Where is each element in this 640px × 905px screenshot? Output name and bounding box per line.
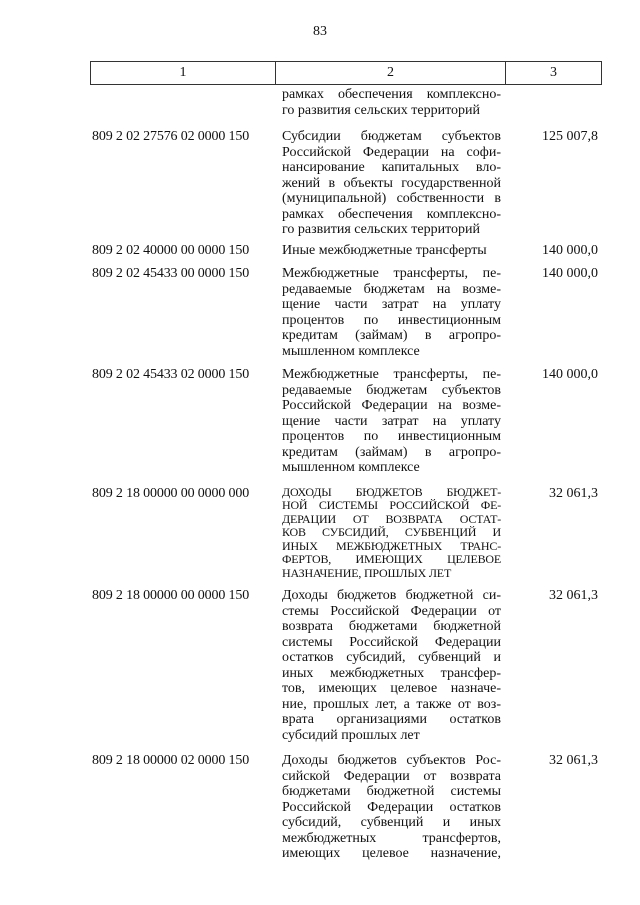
description-line: процентов по инвестиционным [282,312,501,328]
description-line: ДЕРАЦИИ ОТ ВОЗВРАТА ОСТАТ- [282,511,501,526]
description-line: ние, прошлых лет, а также от воз- [282,696,501,712]
description [282,87,501,118]
description-line: редаваемые бюджетам на возме- [282,281,501,297]
description [282,266,501,359]
amount: 32 061,3 [549,588,598,603]
description-line: субсидий прошлых лет [282,727,420,743]
description-line: Межбюджетные трансферты, пе- [282,367,501,382]
table-row [0,87,640,118]
table-row [0,243,640,259]
amount: 140 000,0 [542,367,598,382]
budget-code: 809 2 02 27576 02 0000 150 [92,129,250,144]
header-col-1: 1 [91,62,276,85]
amount: 140 000,0 [542,266,598,281]
description-line: Межбюджетные трансферты, пе- [282,266,501,281]
description-line: НОЙ СИСТЕМЫ РОССИЙСКОЙ ФЕ- [282,498,501,512]
description-line: НАЗНАЧЕНИЕ, ПРОШЛЫХ ЛЕТ [282,565,452,580]
description-line: мышленном комплексе [282,460,420,475]
description-line: щение части затрат на уплату [282,413,501,429]
table-row [0,588,640,743]
description-line: остатков субсидий, субвенций и [282,650,501,665]
description-line: Иные межбюджетные трансферты [282,242,487,258]
table-row [0,486,640,581]
budget-code: 809 2 18 00000 00 0000 150 [92,588,250,603]
header-col-2: 2 [276,62,506,85]
description-line: щение части затрат на уплату [282,297,501,312]
table-row [0,266,640,359]
description-line: системы Российской Федерации [282,634,501,650]
description-line: кредитам (займам) в агропро- [282,444,501,460]
description [282,486,501,581]
description [282,243,501,259]
page-number: 83 [313,24,327,39]
header-col-3: 3 [506,62,602,85]
budget-code: 809 2 18 00000 00 0000 000 [92,485,250,501]
description-line: Доходы бюджетов бюджетной си- [282,588,501,603]
description-line: го развития сельских территорий [282,222,481,237]
description-line: ФЕРТОВ, ИМЕЮЩИХ ЦЕЛЕВОЕ [282,552,501,566]
amount: 32 061,3 [549,753,598,768]
description-line: Российской Федерации на возме- [282,398,501,413]
description-line: субсидий, субвенций и иных [282,815,501,830]
description-line: Доходы бюджетов субъектов Рос- [282,753,501,768]
description-line: имеющих целевое назначение, [282,846,501,861]
description [282,753,501,862]
description-line: процентов по инвестиционным [282,429,501,444]
description-line: жений в объекты государственной [282,175,501,191]
description-line: тов, имеющих целевое назначе- [282,681,501,696]
description-line: Российской Федерации остатков [282,799,501,815]
amount: 125 007,8 [542,129,598,144]
description-line: кредитам (займам) в агропро- [282,328,501,343]
description-line: рамках обеспечения комплексно- [282,206,501,222]
table-row [0,129,640,238]
description-line: бюджетами бюджетной системы [282,784,501,799]
description-line: нансирование капитальных вло- [282,160,501,175]
description-line: ДОХОДЫ БЮДЖЕТОВ БЮДЖЕТ- [282,484,501,499]
table-body [0,87,640,862]
description [282,129,501,238]
description-line: иных межбюджетных трансфер- [282,665,501,681]
table-row [0,753,640,862]
table-header [90,61,602,85]
description-line: (муниципальной) собственности в [282,191,501,206]
table-row [0,367,640,476]
description-line: сийской Федерации от возврата [282,768,501,784]
description-line: го развития сельских территорий [282,102,481,118]
amount: 32 061,3 [549,485,598,501]
budget-code: 809 2 18 00000 02 0000 150 [92,753,250,768]
description [282,367,501,476]
budget-code: 809 2 02 45433 02 0000 150 [92,367,250,382]
description-line: рамках обеспечения комплексно- [282,87,501,102]
budget-code: 809 2 02 40000 00 0000 150 [92,242,250,258]
description-line: межбюджетных трансфертов, [282,830,501,846]
description-line: стемы Российской Федерации от [282,603,501,619]
description-line: ИНЫХ МЕЖБЮДЖЕТНЫХ ТРАНС- [282,538,501,553]
description-line: мышленном комплексе [282,343,420,359]
description [282,588,501,743]
description-line: редаваемые бюджетам субъектов [282,382,501,398]
budget-code: 809 2 02 45433 00 0000 150 [92,266,250,281]
amount: 140 000,0 [542,242,598,258]
description-line: Субсидии бюджетам субъектов [282,129,501,144]
description-line: Российской Федерации на софи- [282,144,501,160]
description-line: врата организациями остатков [282,712,501,727]
description-line: КОВ СУБСИДИЙ, СУБВЕНЦИЙ И [282,525,501,539]
description-line: возврата бюджетами бюджетной [282,619,501,634]
